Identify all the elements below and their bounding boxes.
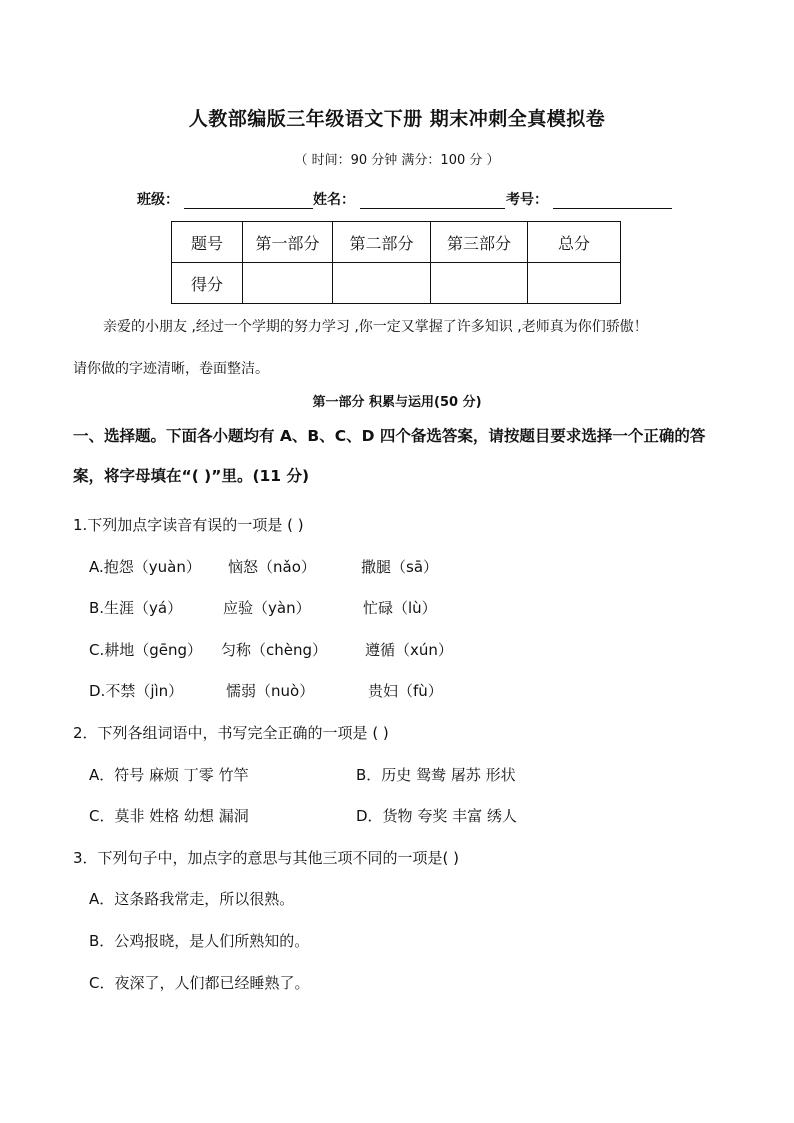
intro-line-1: 亲爱的小朋友 ,经过一个学期的努力学习 ,你一定又掌握了许多知识 ,老师真为你们骄傲！ xyxy=(103,319,648,335)
section-instruction-1: 一、选择题。下面各小题均有 A、B、C、D 四个备选答案，请按题目要求选择一个正确的答 xyxy=(73,427,706,445)
score-cell[interactable] xyxy=(243,263,333,304)
score-row-label: 得分 xyxy=(172,263,243,304)
q1-option-c-1: C.耕地（gēng） xyxy=(89,641,203,659)
q1-option-c-2: 匀称（chèng） xyxy=(221,641,328,659)
header-cell: 总分 xyxy=(528,222,621,263)
score-cell[interactable] xyxy=(333,263,431,304)
exam-time-score: （ 时间：90 分钟 满分：100 分 ） xyxy=(294,153,500,168)
q2-option-a: A．符号 麻烦 丁零 竹竿 xyxy=(89,766,249,784)
q2-option-b: B．历史 鸳鸯 屠苏 形状 xyxy=(356,766,516,784)
q3-option-a: A．这条路我常走，所以很熟。 xyxy=(89,890,295,908)
name-field[interactable] xyxy=(360,208,505,209)
q1-option-a-2: 恼怒（nǎo） xyxy=(228,558,316,576)
q1-option-d-2: 懦弱（nuò） xyxy=(226,682,315,700)
header-cell: 第三部分 xyxy=(431,222,528,263)
question-3-stem: 3．下列句子中，加点字的意思与其他三项不同的一项是( ) xyxy=(73,849,460,867)
score-cell[interactable] xyxy=(528,263,621,304)
page-title: 人教部编版三年级语文下册 期末冲刺全真模拟卷 xyxy=(188,108,606,130)
name-label: 姓名： xyxy=(313,192,355,208)
score-table xyxy=(171,221,621,304)
q1-option-b-1: B.生涯（yá） xyxy=(89,599,183,617)
header-cell: 题号 xyxy=(172,222,243,263)
q3-option-c: C．夜深了，人们都已经睡熟了。 xyxy=(89,974,310,992)
q1-option-d-1: D.不禁（jìn） xyxy=(89,682,184,700)
header-cell: 第二部分 xyxy=(333,222,431,263)
score-cell[interactable] xyxy=(431,263,528,304)
q1-option-b-2: 应验（yàn） xyxy=(223,599,311,617)
exam-number-label: 考号： xyxy=(506,192,548,208)
section-title: 第一部分 积累与运用(50 分) xyxy=(312,395,482,410)
q1-option-b-3: 忙碌（lù） xyxy=(363,599,437,617)
class-field[interactable] xyxy=(184,208,313,209)
score-table-score-row xyxy=(172,263,621,304)
exam-number-field[interactable] xyxy=(553,208,672,209)
q1-option-a-3: 撒腿（sā） xyxy=(361,558,439,576)
header-cell: 第一部分 xyxy=(243,222,333,263)
question-1-stem: 1.下列加点字读音有误的一项是 ( ) xyxy=(73,516,304,534)
q2-option-c: C．莫非 姓格 幼想 漏洞 xyxy=(89,807,249,825)
q3-option-b: B．公鸡报晓，是人们所熟知的。 xyxy=(89,932,310,950)
q1-option-a-1: A.抱怨（yuàn） xyxy=(89,558,201,576)
score-table-header-row xyxy=(172,222,621,263)
question-2-stem: 2．下列各组词语中，书写完全正确的一项是 ( ) xyxy=(73,724,389,742)
q1-option-c-3: 遵循（xún） xyxy=(365,641,453,659)
q1-option-d-3: 贵妇（fù） xyxy=(368,682,443,700)
intro-line-2: 请你做的字迹清晰，卷面整洁。 xyxy=(73,361,269,377)
section-instruction-2: 案，将字母填在“( )”里。(11 分) xyxy=(73,467,310,485)
q2-option-d: D．货物 夸奖 丰富 绣人 xyxy=(356,807,517,825)
class-label: 班级： xyxy=(137,192,179,208)
